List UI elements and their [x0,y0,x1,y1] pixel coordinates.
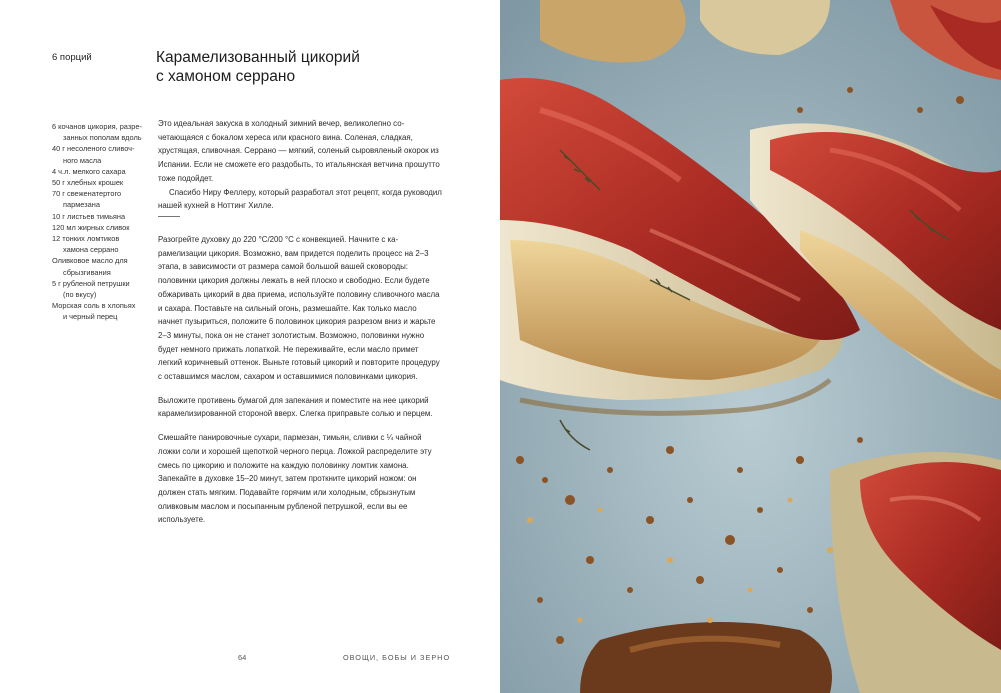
ingredient-line-continued: пармезана [63,200,100,210]
ingredient-line: 40 г несоленого сливоч- [52,144,135,154]
ingredient-item [52,166,142,177]
ingredient-line-continued: занных пополам вдоль [63,133,142,143]
ingredient-line: 10 г листьев тимьяна [52,211,126,221]
method-paragraph-2: Выложите противень бумагой для запекания и поместите на нее цикорий карамелизированной стороной вверх. Слегка приправьте солью и перцем. [158,395,433,419]
ingredients-list [52,121,142,323]
recipe-title-line-2: с хамоном серрано [156,68,296,85]
ingredient-item [52,300,142,322]
ingredient-item [52,188,142,210]
ingredient-item [52,278,142,300]
ingredient-line-continued: сбрызгивания [63,267,111,277]
recipe-method [158,233,440,537]
ingredient-line: 5 г рубленой петрушки [52,278,130,288]
ingredient-line: 120 мл жирных сливок [52,222,130,232]
ingredient-line: 70 г свеженатертого [52,189,122,199]
ingredient-item [52,121,142,143]
recipe-intro [158,117,442,213]
ingredient-line: 50 г хлебных крошек [52,178,124,188]
food-photo-illustration [500,0,1001,693]
intro-paragraph-2: Спасибо Ниру Феллеру, который разработал этот рецепт, когда руководил нашей кухней в Ноттинг Хилле. [158,187,442,211]
ingredient-line: Оливковое масло для [52,256,128,266]
ingredient-item [52,211,142,222]
ingredient-item [52,255,142,277]
left-page [0,0,500,693]
method-paragraph-1: Разогрейте духовку до 220 °С/200 °С с конвекцией. Начните с карамелизации цикория. Возможно, вам придется поделить процесс на 2–3 этапа, в зависимости от размера самой большой вашей сковороды: половинки цикория должны лежать в ней плоско и свободно. Если будете обжаривать цикорий в два приема, используйте половину сливочного масла и сахара. Поставьте на сильный огонь, размешайте. Как только масло начнет пузыриться, положите 6 половинок цикория разрезом вниз и жарьте 2–3 минуты, пока он не станет золотистым. Возможно, половинки нужно будет немного прижать лопаткой. Не переживайте, если масло примет легкий коричневый оттенок. Выньте готовый цикорий и повторите процедуру с оставшимся маслом, сахаром и оставшимися половинками цикория. [158,235,440,382]
ingredient-line: 12 тонких ломтиков [52,234,120,244]
ingredient-item [52,233,142,255]
ingredient-line: Морская соль в хлопьях [52,301,136,311]
method-paragraph-3: Смешайте панировочные сухари, пармезан, тимьян, сливки с ¼ чайной ложки соли и хорошей щепоткой черного перца. Ложкой распределите эту смесь по цикорию и положите на каждую половинку ломтик хамона. Запекайте в духовке 15–20 минут, затем проткните цикорий ножом: он должен стать мягким. Подавайте горячим или холодным, сбрызнутым оливковым маслом и посыпанным рубленой петрушкой, если вы ее используете. [158,433,432,525]
ingredient-line-continued: хамона серрано [63,245,119,255]
section-divider [158,216,180,217]
page-number: 64 [238,653,247,662]
ingredient-item [52,177,142,188]
servings-label: 6 порций [52,52,92,63]
ingredient-line: 4 ч.л. мелкого сахара [52,166,126,176]
ingredient-item [52,222,142,233]
recipe-title-line-1: Карамелизованный цикорий [156,49,360,66]
chapter-title: ОВОЩИ, БОБЫ И ЗЕРНО [343,653,451,662]
ingredient-line-continued: ного масла [63,155,102,165]
intro-paragraph-1: Это идеальная закуска в холодный зимний вечер, великолепно сочетающаяся с бокалом хереса или красного вина. Соленая, сладкая, хрустящая, сливочная. Серрано — мягкий, соленый сыровяленый окорок из Испании. Если не сможете его раздобыть, то итальянская ветчина прошутто тоже подойдет. [158,119,440,183]
chicory-bottom-right [830,452,1001,693]
food-photo [500,0,1001,693]
ingredient-line-continued: (по вкусу) [63,290,97,300]
recipe-title [156,48,456,86]
ingredient-line-continued: и черный перец [63,312,118,322]
ingredient-item [52,143,142,165]
ingredient-line: 6 кочанов цикория, разре- [52,122,142,131]
